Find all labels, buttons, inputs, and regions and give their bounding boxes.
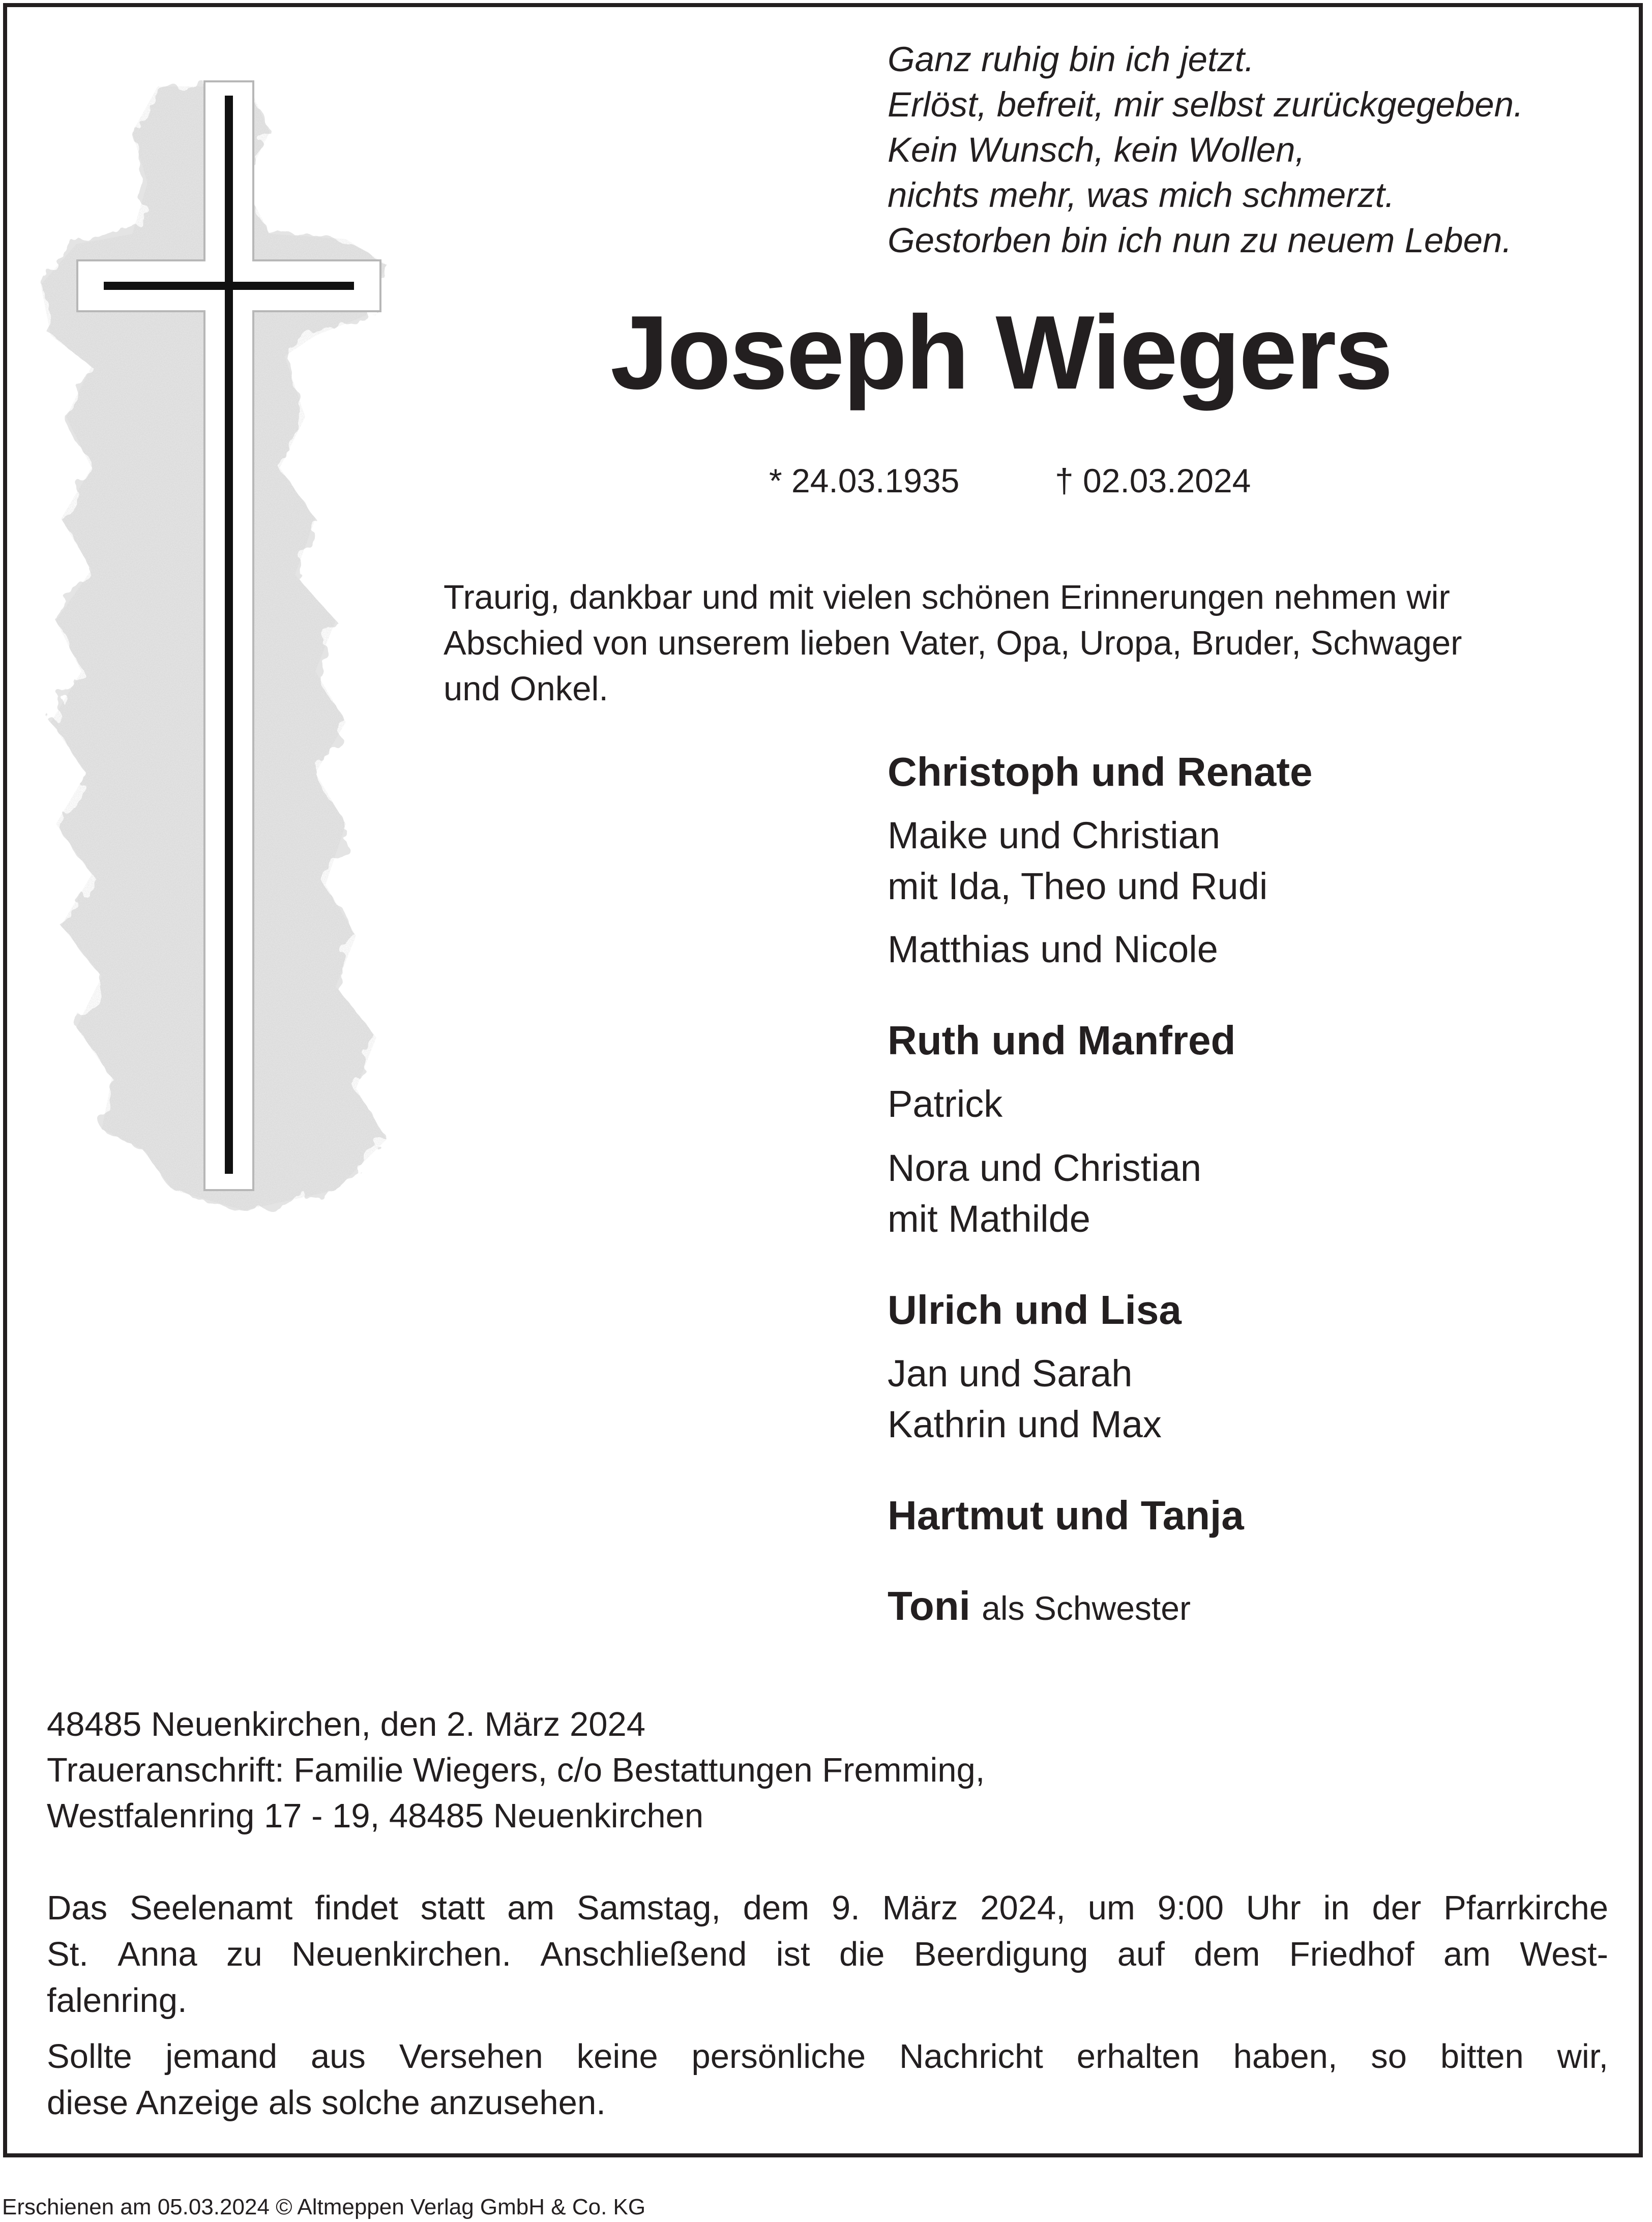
family-head: Ruth und Manfred: [888, 1018, 1236, 1063]
word: Uhr: [1246, 1889, 1301, 1927]
word: Friedhof: [1289, 1935, 1414, 1973]
word: am: [507, 1889, 555, 1927]
poem-line: Kein Wunsch, kein Wollen,: [888, 130, 1305, 169]
family-member: Patrick: [888, 1083, 1003, 1125]
cross-icon: [31, 71, 417, 1241]
intro-line: Traurig, dankbar und mit vielen schönen Erinnerungen nehmen wir: [444, 578, 1450, 616]
family-member: Maike und Christian: [888, 814, 1220, 856]
word: ist: [776, 1935, 810, 1973]
family-head: Ulrich und Lisa: [888, 1287, 1182, 1332]
word: wir,: [1557, 2037, 1608, 2076]
word: findet: [315, 1889, 398, 1927]
poem-line: Erlöst, befreit, mir selbst zurückgegeben.: [888, 85, 1524, 124]
word: Das: [47, 1889, 108, 1927]
word: der: [1372, 1889, 1422, 1927]
word: West-: [1520, 1935, 1608, 1973]
notice-line: diese Anzeige als solche anzusehen.: [47, 2084, 606, 2122]
word: dem: [743, 1889, 810, 1927]
word: Seelenamt: [129, 1889, 293, 1927]
family-head: Christoph und Renate: [888, 749, 1313, 794]
death-date: † 02.03.2024: [1055, 462, 1251, 499]
family-member: mit Mathilde: [888, 1198, 1090, 1240]
word: bitten: [1440, 2037, 1524, 2076]
word: haben,: [1233, 2037, 1338, 2076]
word: auf: [1117, 1935, 1165, 1973]
poem-line: nichts mehr, was mich schmerzt.: [888, 175, 1395, 215]
poem: [888, 37, 1523, 263]
deceased-name: Joseph Wiegers: [610, 294, 1392, 411]
service-line: falenring.: [47, 1981, 187, 2020]
family-member: Matthias und Nicole: [888, 928, 1218, 970]
word: Sollte: [47, 2037, 132, 2076]
family-member: Kathrin und Max: [888, 1403, 1162, 1445]
family-member: Nora und Christian: [888, 1147, 1201, 1189]
word: März: [882, 1889, 958, 1927]
word: Versehen: [399, 2037, 543, 2076]
address-block: [47, 1702, 985, 1839]
word: um: [1087, 1889, 1135, 1927]
word: die: [839, 1935, 885, 1973]
word: St.: [47, 1935, 88, 1973]
address-line: Westfalenring 17 - 19, 48485 Neuenkirchen: [47, 1797, 704, 1835]
family-head-sister: [888, 1583, 1191, 1628]
word: zu: [226, 1935, 262, 1973]
address-line: Traueranschrift: Familie Wiegers, c/o Bestattungen Fremming,: [47, 1751, 985, 1789]
service-line: [47, 1931, 1608, 1977]
sister-relation: als Schwester: [982, 1589, 1191, 1627]
word: Anschließend: [540, 1935, 747, 1973]
family-member: mit Ida, Theo und Rudi: [888, 865, 1268, 907]
sister-name: Toni: [888, 1583, 970, 1628]
notice-paragraph: [47, 2033, 1608, 2126]
cross-vertical-bar: [225, 96, 233, 1174]
word: Nachricht: [899, 2037, 1043, 2076]
word: keine: [576, 2037, 658, 2076]
word: 9.: [831, 1889, 860, 1927]
word: Samstag,: [576, 1889, 721, 1927]
word: am: [1443, 1935, 1491, 1973]
word: Pfarrkirche: [1443, 1889, 1608, 1927]
birth-date: * 24.03.1935: [769, 462, 960, 499]
address-line: 48485 Neuenkirchen, den 2. März 2024: [47, 1705, 646, 1743]
word: aus: [310, 2037, 366, 2076]
word: jemand: [165, 2037, 278, 2076]
word: 9:00: [1157, 1889, 1224, 1927]
word: persönliche: [691, 2037, 866, 2076]
word: in: [1323, 1889, 1350, 1927]
word: 2024,: [980, 1889, 1066, 1927]
intro-text: [444, 575, 1608, 712]
family-head: Hartmut und Tanja: [888, 1493, 1244, 1538]
cross-horizontal-bar: [104, 282, 354, 290]
poem-line: Ganz ruhig bin ich jetzt.: [888, 40, 1255, 79]
word: Beerdigung: [913, 1935, 1088, 1973]
service-paragraph: [47, 1885, 1608, 2024]
word: Neuenkirchen.: [291, 1935, 512, 1973]
poem-line: Gestorben bin ich nun zu neuem Leben.: [888, 221, 1512, 260]
notice-line: [47, 2033, 1608, 2080]
word: so: [1371, 2037, 1407, 2076]
intro-line: und Onkel.: [444, 670, 609, 708]
publication-credit: Erschienen am 05.03.2024 © Altmeppen Verlag GmbH & Co. KG: [2, 2195, 646, 2219]
service-line: [47, 1885, 1608, 1931]
word: statt: [420, 1889, 485, 1927]
word: dem: [1194, 1935, 1260, 1973]
family-member: Jan und Sarah: [888, 1352, 1133, 1395]
word: Anna: [117, 1935, 197, 1973]
word: erhalten: [1076, 2037, 1200, 2076]
intro-line: Abschied von unserem lieben Vater, Opa, Uropa, Bruder, Schwager: [444, 624, 1462, 662]
